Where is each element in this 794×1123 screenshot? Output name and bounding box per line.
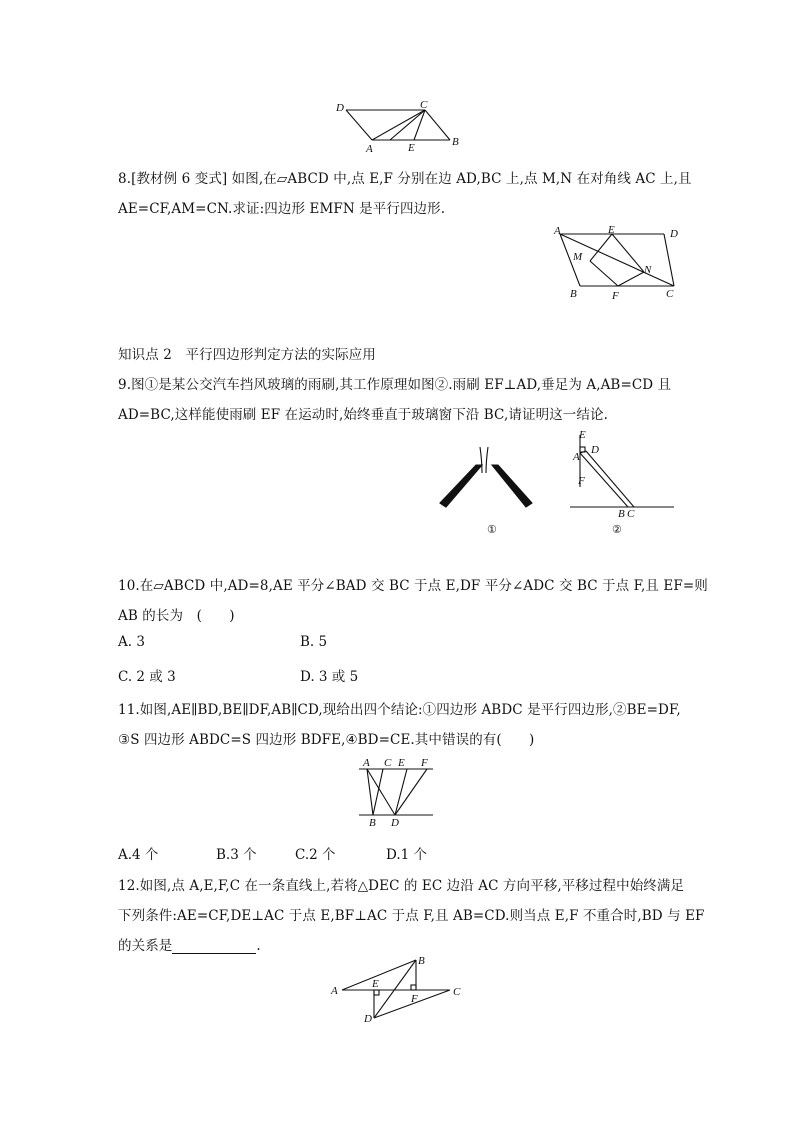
label-C: C — [453, 986, 461, 998]
q10-option-d[interactable]: D. 3 或 5 — [300, 669, 359, 685]
label-A: A — [554, 225, 561, 237]
label-B: B — [618, 508, 625, 520]
q11-line2: ③S 四边形 ABDC=S 四边形 BDFE,④BD=CE.其中错误的有( ) — [118, 732, 535, 748]
label-F: F — [612, 290, 619, 302]
caption-2: ② — [612, 524, 622, 536]
q10-option-c[interactable]: C. 2 或 3 — [118, 669, 176, 685]
label-D: D — [591, 444, 599, 456]
q10-option-b[interactable]: B. 5 — [300, 634, 328, 650]
section-title: 知识点 2 平行四边形判定方法的实际应用 — [118, 347, 376, 363]
label-F: F — [578, 475, 585, 487]
label-E: E — [579, 429, 586, 441]
figure-q9-wiper — [432, 425, 682, 540]
q11-option-c[interactable]: C.2 个 — [295, 847, 336, 863]
label-A: A — [366, 143, 373, 153]
figure-q8-parallelogram — [548, 224, 688, 304]
label-C: C — [627, 508, 635, 520]
figure-top-parallelogram — [330, 98, 465, 153]
label-C: C — [420, 99, 428, 111]
q9-line1: 9.图①是某公交汽车挡风玻璃的雨刷,其工作原理如图②.雨刷 EF⊥AD,垂足为 A,AB=CD 且 — [118, 377, 672, 393]
label-E: E — [398, 757, 405, 769]
label-D: D — [364, 1013, 372, 1025]
q11-option-a[interactable]: A.4 个 — [118, 847, 159, 863]
label-E: E — [372, 978, 379, 990]
label-C: C — [384, 757, 392, 769]
label-D: D — [391, 817, 399, 829]
label-D: D — [670, 228, 678, 240]
label-A: A — [363, 757, 370, 769]
label-B: B — [452, 136, 459, 148]
label-B: B — [369, 817, 376, 829]
label-E: E — [408, 142, 415, 153]
q11-option-b[interactable]: B.3 个 — [216, 847, 257, 863]
label-E: E — [608, 224, 615, 236]
label-F: F — [411, 993, 418, 1005]
q12-line3-end: . — [256, 938, 261, 954]
answer-blank[interactable] — [172, 941, 256, 954]
figure-q11-parallel-lines — [355, 755, 440, 830]
q10-line2: AB 的长为 ( ) — [118, 608, 235, 624]
label-A: A — [573, 451, 580, 463]
caption-1: ① — [487, 524, 497, 536]
label-A: A — [331, 985, 338, 997]
q12-line3-text: 的关系是 — [118, 938, 173, 954]
label-B: B — [418, 955, 425, 967]
q9-line2: AD=BC,这样能使雨刷 EF 在运动时,始终垂直于玻璃窗下沿 BC,请证明这一结论. — [118, 407, 608, 423]
figure-q12-triangles — [326, 952, 466, 1027]
q8-line1: 8.[教材例 6 变式] 如图,在▱ABCD 中,点 E,F 分别在边 AD,BC 上,点 M,N 在对角线 AC 上,且 — [118, 171, 692, 187]
q12-line3 — [118, 934, 261, 954]
q10-line1: 10.在▱ABCD 中,AD=8,AE 平分∠BAD 交 BC 于点 E,DF 平分∠ADC 交 BC 于点 F,且 EF=则 — [118, 578, 708, 594]
label-F: F — [421, 757, 428, 769]
label-M: M — [573, 251, 583, 263]
q11-option-d[interactable]: D.1 个 — [386, 847, 428, 863]
q12-line2: 下列条件:AE=CF,DE⊥AC 于点 E,BF⊥AC 于点 F,且 AB=CD.则当点 E,F 不重合时,BD 与 EF — [118, 908, 705, 924]
q8-line2: AE=CF,AM=CN.求证:四边形 EMFN 是平行四边形. — [118, 201, 446, 217]
label-D: D — [336, 102, 344, 114]
q12-line1: 12.如图,点 A,E,F,C 在一条直线上,若将△DEC 的 EC 边沿 AC 方向平移,平移过程中始终满足 — [118, 878, 685, 894]
label-N: N — [644, 264, 652, 276]
label-C: C — [666, 288, 674, 300]
label-B: B — [570, 288, 577, 300]
q10-option-a[interactable]: A. 3 — [118, 634, 145, 650]
q11-line1: 11.如图,AE∥BD,BE∥DF,AB∥CD,现给出四个结论:①四边形 ABDC 是平行四边形,②BE=DF, — [118, 702, 681, 718]
